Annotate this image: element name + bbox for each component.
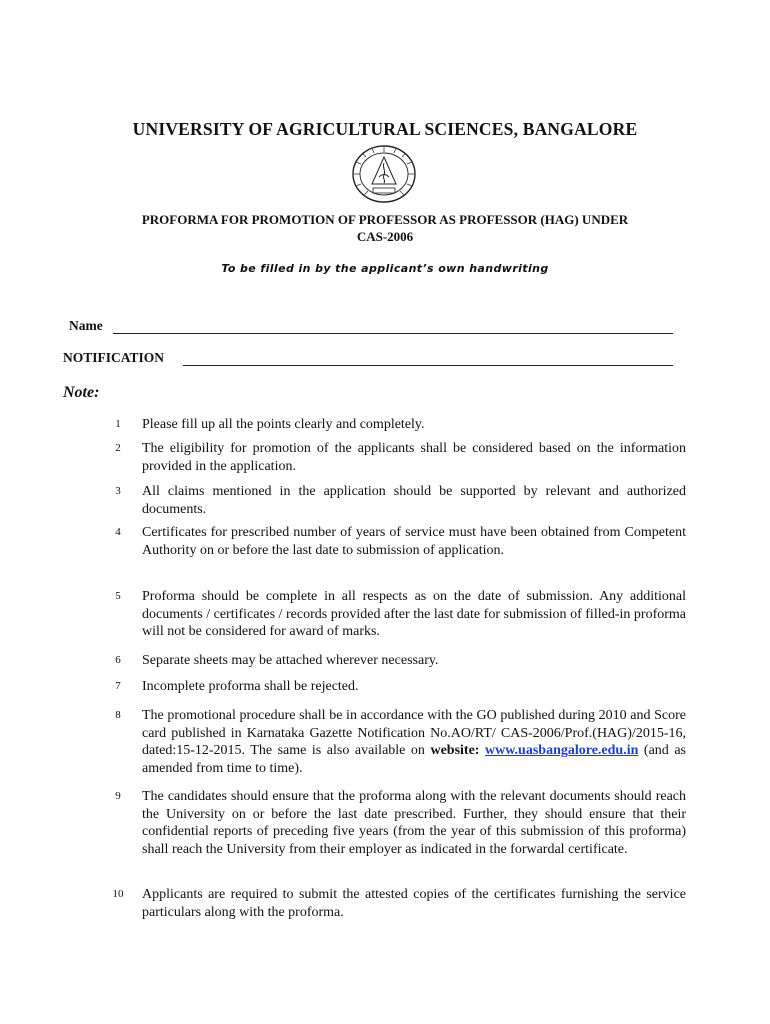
note-text: Applicants are required to submit the attested copies of the certificates furnishing the service particulars along with the proforma. (142, 887, 686, 920)
university-title: UNIVERSITY OF AGRICULTURAL SCIENCES, BANGALORE (132, 119, 638, 139)
note-text: The eligibility for promotion of the applicants shall be considered based on the information provided in the application. (142, 441, 686, 474)
note-text: All claims mentioned in the application should be supported by relevant and authorized documents. (142, 484, 686, 517)
note-heading: Note: (63, 384, 100, 401)
note-text: Separate sheets may be attached wherever necessary. (142, 653, 439, 668)
note-number: 3 (115, 485, 121, 497)
notification-label: NOTIFICATION (63, 350, 165, 365)
note-text (142, 707, 686, 778)
note-8-suffix: (and as amended from time to time). (142, 743, 686, 777)
note-number: 6 (115, 654, 121, 666)
name-label: Name (69, 318, 103, 333)
note-number: 8 (115, 709, 121, 721)
note-text: The candidates should ensure that the proforma along with the relevant documents should reach the University on or before the last date prescribed. Further, they should ensure that their confidential reports of preceding five years (from the year of this submission of this proforma) shall reach the University from their employer as indicated in the forwardal certificate. (142, 789, 686, 858)
note-number: 2 (115, 442, 121, 454)
note-number: 10 (112, 888, 124, 900)
website-link[interactable]: www.uasbangalore.edu.in (484, 743, 639, 759)
note-number: 7 (115, 680, 121, 692)
note-number: 1 (115, 418, 121, 430)
handwriting-instruction: To be filled in by the applicant’s own handwriting (221, 262, 549, 275)
note-text: Incomplete proforma shall be rejected. (142, 679, 359, 694)
note-text: Certificates for prescribed number of years of service must have been obtained from Competent Authority on or before the last date to submission of application. (142, 525, 686, 558)
note-text: Please fill up all the points clearly and completely. (142, 417, 425, 432)
note-number: 4 (115, 526, 121, 538)
website-label: website: (430, 743, 480, 759)
proforma-title-line2: CAS-2006 (356, 229, 414, 244)
note-text: Proforma should be complete in all respects as on the date of submission. Any additional documents / certificates / records provided after the last date for submission of filled-in proforma will not be considered for award of marks. (142, 589, 686, 640)
proforma-title-line1: PROFORMA FOR PROMOTION OF PROFESSOR AS PROFESSOR (HAG) UNDER (141, 212, 629, 227)
note-8-text: The promotional procedure shall be in accordance with the GO published during 2010 and Score card published in Karnataka Gazette Notification No.AO/RT/ CAS-2006/Prof.(HAG)/2015-16, dated:15-12-2015. The same is also available on (142, 708, 686, 759)
note-number: 5 (115, 590, 121, 602)
note-number: 9 (115, 790, 121, 802)
